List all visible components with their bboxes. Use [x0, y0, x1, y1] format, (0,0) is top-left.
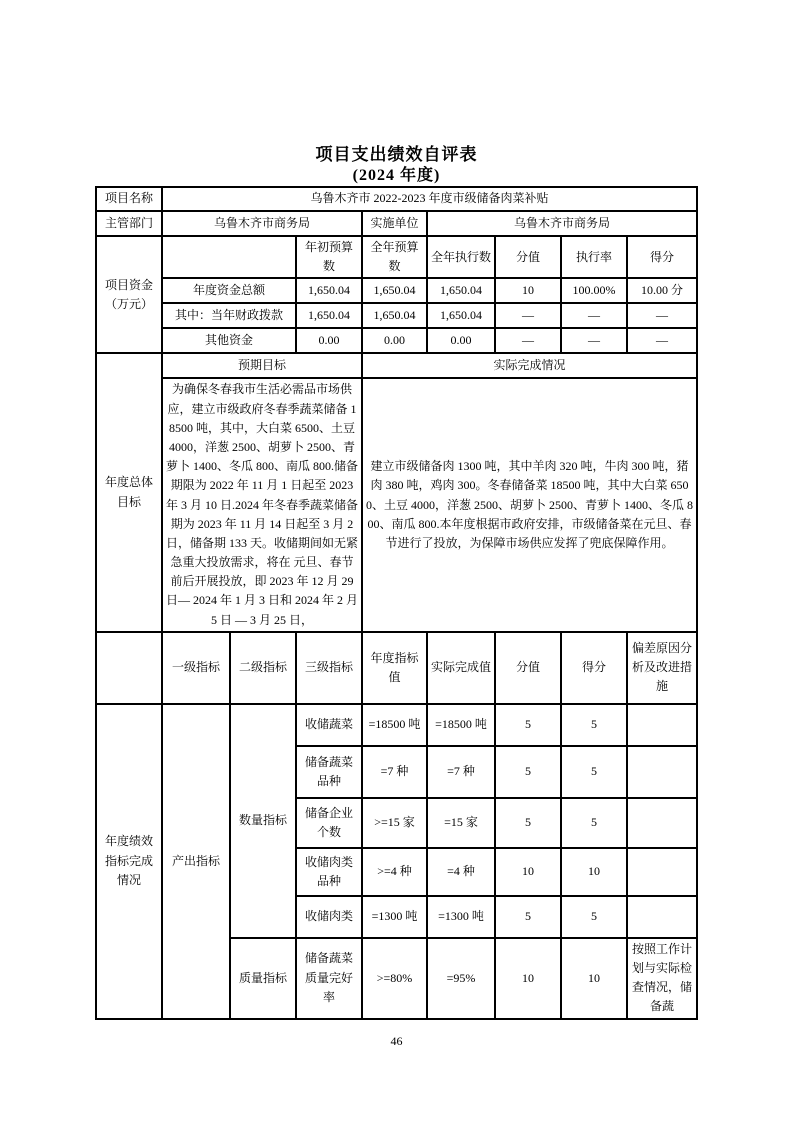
table-row	[96, 704, 697, 746]
indicator-actual: =7 种	[427, 746, 495, 798]
indicator-score: 5	[561, 746, 627, 798]
indicators-section-label: 年度绩效指标完成情况	[96, 704, 162, 1019]
annual-goal-label: 年度总体目标	[96, 353, 162, 631]
funds-label-text: 项目资金	[104, 277, 153, 292]
department-label: 主管部门	[96, 211, 162, 236]
funds-cell: 1,650.04	[427, 278, 495, 303]
funds-cell: 10	[495, 278, 561, 303]
indicator-score-value: 5	[495, 798, 561, 848]
funds-header-execution-rate: 执行率	[561, 236, 627, 278]
table-row	[96, 303, 697, 328]
table-row	[96, 211, 697, 236]
indicator-target: =18500 吨	[362, 704, 427, 746]
indicator-actual: =95%	[427, 938, 495, 1019]
funds-header-initial-budget: 年初预算数	[296, 236, 362, 278]
project-name-value: 乌鲁木齐市 2022-2023 年度市级储备肉菜补贴	[162, 187, 697, 211]
indicator-actual: =1300 吨	[427, 896, 495, 938]
indicator-target: >=15 家	[362, 798, 427, 848]
impl-unit-value: 乌鲁木齐市商务局	[427, 211, 697, 236]
indicator-score-value: 5	[495, 704, 561, 746]
indicators-header-level1: 一级指标	[162, 632, 230, 704]
indicator-name: 收储蔬菜	[296, 704, 362, 746]
funds-cell: 100.00%	[561, 278, 627, 303]
indicator-score: 10	[561, 938, 627, 1019]
funds-cell: 0.00	[362, 328, 427, 353]
project-name-label: 项目名称	[96, 187, 162, 211]
funds-cell: —	[561, 328, 627, 353]
funds-cell: 0.00	[427, 328, 495, 353]
indicators-header-score-value: 分值	[495, 632, 561, 704]
funds-cell: —	[561, 303, 627, 328]
expected-goal-header: 预期目标	[162, 353, 362, 378]
performance-evaluation-table	[95, 186, 698, 1020]
funds-cell: 1,650.04	[362, 278, 427, 303]
indicator-deviation	[627, 704, 697, 746]
indicator-actual: =15 家	[427, 798, 495, 848]
indicator-deviation	[627, 798, 697, 848]
funds-row-label: 其中：当年财政拨款	[162, 303, 296, 328]
table-row	[96, 236, 697, 278]
indicator-name: 收储肉类	[296, 896, 362, 938]
indicator-score: 5	[561, 704, 627, 746]
indicator-name: 储备蔬菜质量完好率	[296, 938, 362, 1019]
department-value: 乌鲁木齐市商务局	[162, 211, 362, 236]
indicators-header-level2: 二级指标	[230, 632, 296, 704]
actual-completion-text: 建立市级储备肉 1300 吨，其中羊肉 320 吨，牛肉 300 吨，猪肉 380 吨，鸡肉 300。冬春储备菜 18500 吨，其中大白菜 6500、土豆 4000，洋葱 2500、胡萝卜 2500、青萝卜 1400、冬瓜 800、南瓜 800.本年度根据市政府安排，市级储备菜在元旦、春节进行了投放，为保障市场供应发挥了兜底保障作用。	[362, 378, 697, 631]
funds-cell: —	[495, 328, 561, 353]
funds-cell: 1,650.04	[362, 303, 427, 328]
indicator-name: 储备企业个数	[296, 798, 362, 848]
funds-cell: —	[627, 328, 697, 353]
table-row	[96, 632, 697, 704]
indicator-target: >=4 种	[362, 848, 427, 896]
indicator-target: >=80%	[362, 938, 427, 1019]
page-title: 项目支出绩效自评表	[315, 145, 478, 164]
indicators-header-actual: 实际完成值	[427, 632, 495, 704]
indicators-empty-cell	[96, 632, 162, 704]
indicators-header-deviation: 偏差原因分析及改进措施	[627, 632, 697, 704]
indicator-level2-quantity: 数量指标	[230, 704, 296, 938]
page-subtitle: (2024 年度)	[352, 167, 441, 184]
funds-cell: 0.00	[296, 328, 362, 353]
funds-label	[96, 236, 162, 353]
funds-row-label: 其他资金	[162, 328, 296, 353]
indicators-header-level3: 三级指标	[296, 632, 362, 704]
indicator-score: 5	[561, 896, 627, 938]
funds-row-label: 年度资金总额	[162, 278, 296, 303]
indicator-target: =1300 吨	[362, 896, 427, 938]
indicator-score: 10	[561, 848, 627, 896]
table-row	[96, 328, 697, 353]
indicator-deviation	[627, 746, 697, 798]
table-row	[96, 378, 697, 631]
funds-label-unit: （万元）	[104, 296, 153, 311]
table-row	[96, 278, 697, 303]
indicator-deviation: 按照工作计划与实际检查情况，储备蔬	[627, 938, 697, 1019]
indicator-actual: =18500 吨	[427, 704, 495, 746]
table-row	[96, 187, 697, 211]
indicators-header-score: 得分	[561, 632, 627, 704]
indicator-target: =7 种	[362, 746, 427, 798]
indicator-score-value: 5	[495, 896, 561, 938]
page-number: 46	[390, 1034, 403, 1048]
table-row	[96, 353, 697, 378]
funds-header-annual-budget: 全年预算数	[362, 236, 427, 278]
indicator-name: 收储肉类品种	[296, 848, 362, 896]
indicator-name: 储备蔬菜品种	[296, 746, 362, 798]
actual-completion-header: 实际完成情况	[362, 353, 697, 378]
funds-cell: —	[627, 303, 697, 328]
indicator-level2-quality: 质量指标	[230, 938, 296, 1019]
funds-cell: 10.00 分	[627, 278, 697, 303]
expected-goal-text: 为确保冬春我市生活必需品市场供应，建立市级政府冬春季蔬菜储备 18500 吨，其中，大白菜 6500、土豆 4000，洋葱 2500、胡萝卜 2500、青萝卜 1400、冬瓜 800、南瓜 800.储备期限为 2022 年 11 月 1 日起至 2023 年 3 月 10 日.2024 年冬春季蔬菜储备期为 2023 年 11 月 14 日起至 3 月 2 日，储备期 133 天。收储期间如无紧急重大投放需求，将在 元旦、春节前后开展投放，即 2023 年 12 月 29 日— 2024 年 1 月 3 日和 2024 年 2 月 5 日 — 3 月 25 日，	[162, 378, 362, 631]
indicator-score-value: 10	[495, 848, 561, 896]
funds-header-score-value: 分值	[495, 236, 561, 278]
indicator-score-value: 5	[495, 746, 561, 798]
indicators-header-target: 年度指标值	[362, 632, 427, 704]
funds-header-score: 得分	[627, 236, 697, 278]
funds-cell: —	[495, 303, 561, 328]
impl-unit-label: 实施单位	[362, 211, 427, 236]
funds-header-annual-execution: 全年执行数	[427, 236, 495, 278]
indicator-level1-output: 产出指标	[162, 704, 230, 1019]
indicator-deviation	[627, 896, 697, 938]
indicator-actual: =4 种	[427, 848, 495, 896]
funds-cell: 1,650.04	[296, 303, 362, 328]
funds-cell: 1,650.04	[427, 303, 495, 328]
indicator-score: 5	[561, 798, 627, 848]
indicator-deviation	[627, 848, 697, 896]
indicator-score-value: 10	[495, 938, 561, 1019]
funds-empty-cell	[162, 236, 296, 278]
funds-cell: 1,650.04	[296, 278, 362, 303]
